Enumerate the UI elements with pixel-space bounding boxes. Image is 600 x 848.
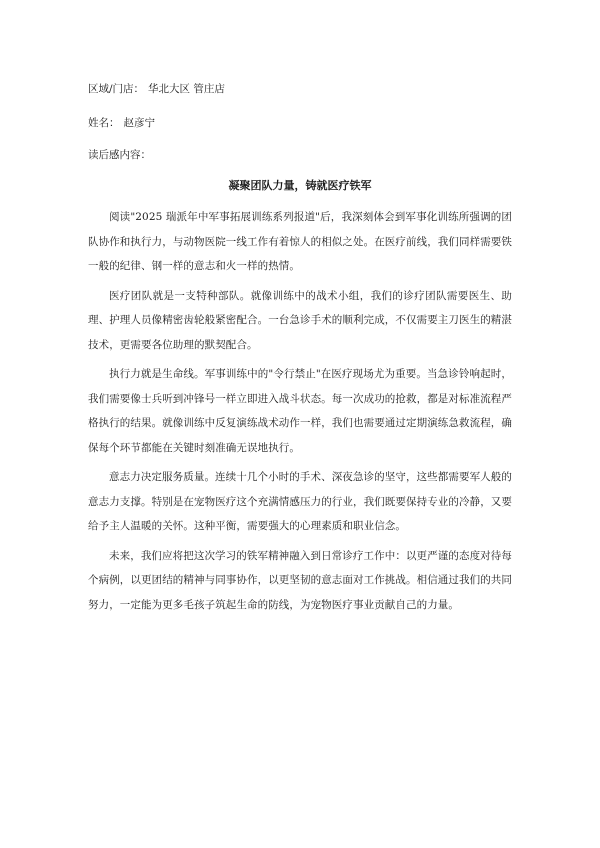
name-value: 赵彦宁: [123, 117, 155, 129]
region-store-value: 华北大区 管庄店: [148, 83, 225, 95]
essay-paragraph: 未来，我们应将把这次学习的铁军精神融入到日常诊疗工作中：以更严谨的态度对待每个病例，以更团结的精神与同事协作，以更坚韧的意志面对工作挑战。相信通过我们的共同努力，一定能为更多毛孩子筑起生命的防线，为宠物医疗事业贡献自己的力量。: [88, 549, 512, 611]
essay-paragraph: 执行力就是生命线。军事训练中的"令行禁止"在医疗现场尤为重要。当急诊铃响起时，我们需要像士兵听到冲锋号一样立即进入战斗状态。每一次成功的抢救，都是对标准流程严格执行的结果。就像训练中反复演练战术动作一样，我们也需要通过定期演练急救流程，确保每个环节都能在关键时刻准确无误地执行。: [88, 368, 512, 454]
content-label: 读后感内容：: [88, 149, 151, 161]
essay-paragraph: 意志力决定服务质量。连续十几个小时的手术、深夜急诊的坚守，这些都需要军人般的意志力支撑。特别是在宠物医疗这个充满情感压力的行业，我们既要保持专业的冷静，又要给予主人温暖的关怀。这种平衡，需要强大的心理素质和职业信念。: [88, 471, 512, 532]
name-label: 姓名：: [88, 117, 120, 129]
essay-title: 凝聚团队力量，铸就医疗铁军: [228, 179, 372, 192]
essay-paragraph: 阅读"2025 瑞派年中军事拓展训练系列报道"后，我深刻体会到军事化训练所强调的团队协作和执行力，与动物医院一线工作有着惊人的相似之处。在医疗前线，我们同样需要铁一般的纪律、钢一样的意志和火一样的热情。: [88, 211, 512, 272]
region-store-line: [88, 82, 225, 96]
essay-paragraph: 医疗团队就是一支特种部队。就像训练中的战术小组，我们的诊疗团队需要医生、助理、护理人员像精密齿轮般紧密配合。一台急诊手术的顺利完成，不仅需要主刀医生的精湛技术，更需要各位助理的默契配合。: [88, 289, 512, 351]
name-line: [88, 116, 155, 130]
content-line: [88, 148, 151, 162]
region-store-label: 区域/门店：: [88, 83, 145, 95]
essay-body: [88, 205, 512, 622]
